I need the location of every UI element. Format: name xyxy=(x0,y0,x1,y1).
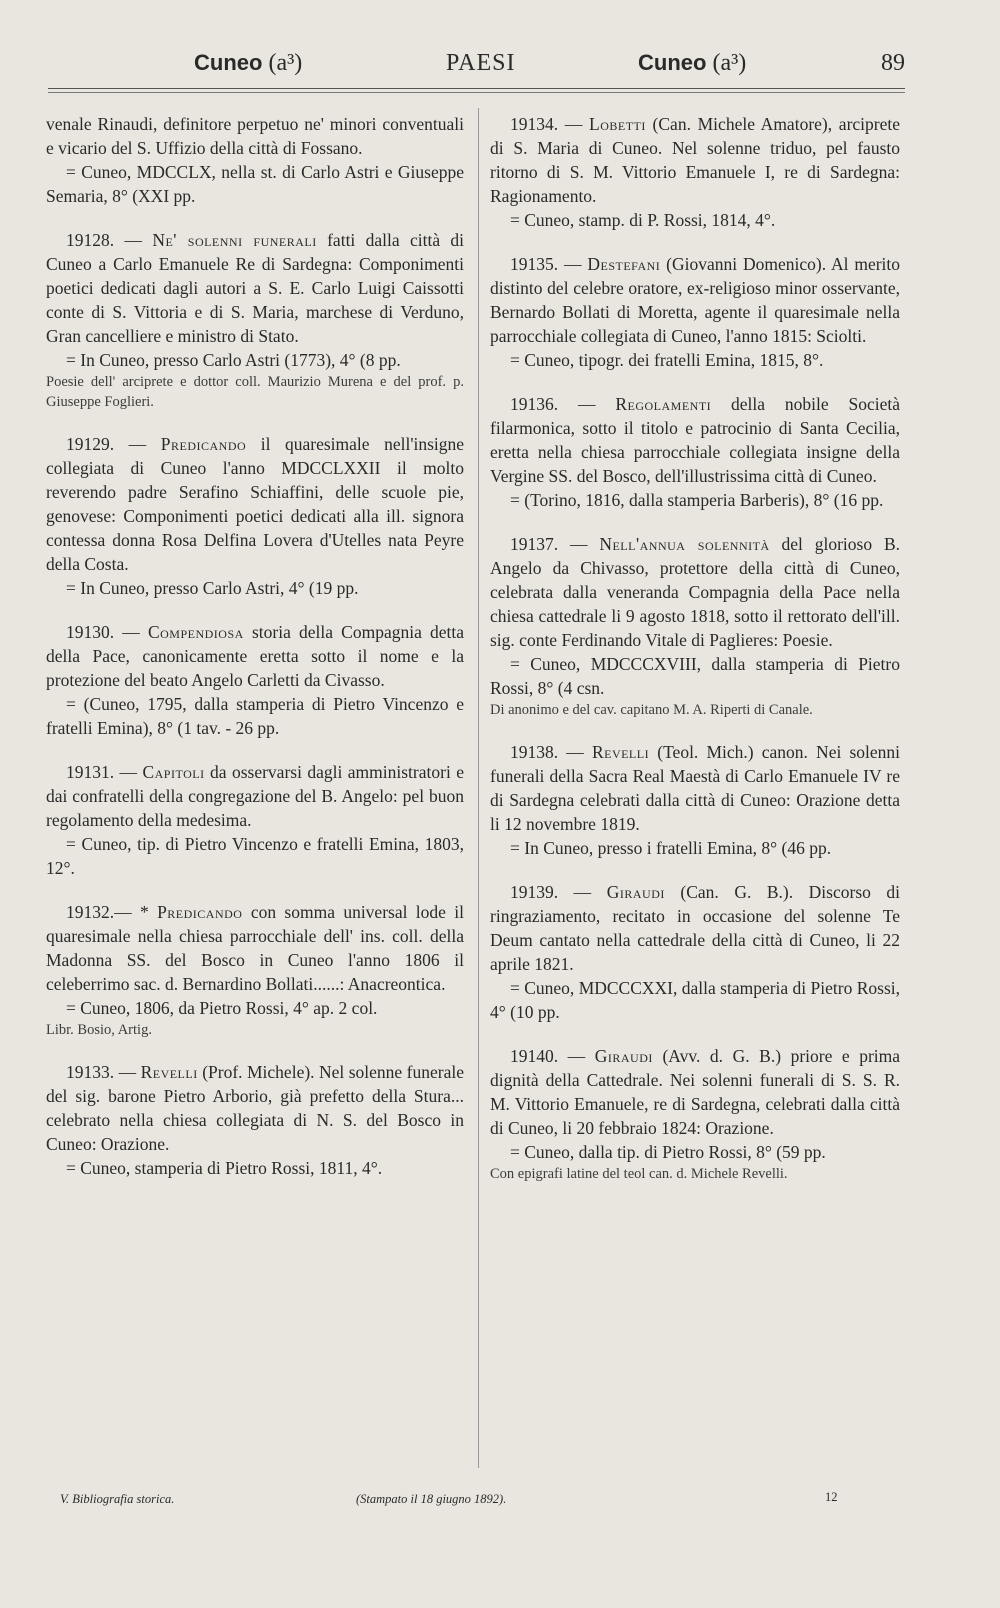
entry-heading: Giraudi xyxy=(606,882,665,902)
entry-heading: Capitoli xyxy=(142,762,205,782)
entry-heading: Nell'annua solennità xyxy=(599,534,770,554)
entry-number: 19128. — xyxy=(66,230,142,250)
bibliography-entry xyxy=(46,228,464,412)
header-rule-thin xyxy=(48,92,905,93)
bibliography-entry xyxy=(490,252,900,372)
column-divider xyxy=(478,108,479,1468)
footer-left: V. Bibliografia storica. xyxy=(60,1492,175,1506)
entry-text xyxy=(46,900,464,996)
page-number: 89 xyxy=(881,50,905,76)
bibliography-entry xyxy=(490,392,900,512)
entry-number: 19136. — xyxy=(510,394,596,414)
entry-imprint: = Cuneo, MDCCCXVIII, dalla stamperia di Pietro Rossi, 8° (4 csn. xyxy=(490,654,900,698)
entry-number: 19133. — xyxy=(66,1062,137,1082)
entry-description: fatti dalla città di Cuneo a Carlo Emanuele Re di Sardegna: Componimenti poetici dedicati dagli autori a S. E. Carlo Luigi Caissotti conte di S. Vittoria e di S. Maria, marchese di Verduno, Gran cancelliere e ministro di Stato. xyxy=(46,230,465,346)
entry-imprint: = Cuneo, tipogr. dei fratelli Emina, 1815, 8°. xyxy=(510,350,824,370)
entry-heading: Compendiosa xyxy=(147,622,244,642)
continued-imprint: = Cuneo, MDCCLX, nella st. di Carlo Astri e Giuseppe Semaria, 8° (XXI pp. xyxy=(46,162,464,206)
entry-number: 19139. — xyxy=(510,882,592,902)
entry-heading: Giraudi xyxy=(594,1046,653,1066)
entry-description: da osservarsi dagli amministratori e dai confratelli della congregazione del B. Angelo: pel buon regolamento della medesima. xyxy=(46,762,464,830)
entry-note: Poesie dell' arciprete e dottor coll. Maurizio Murena e del prof. p. Giuseppe Foglieri. xyxy=(46,374,464,410)
header-right: Cuneo (a³) xyxy=(638,50,747,76)
entry-note: Con epigrafi latine del teol can. d. Michele Revelli. xyxy=(490,1166,788,1182)
entry-imprint: = Cuneo, 1806, da Pietro Rossi, 4° ap. 2 col. xyxy=(66,998,378,1018)
entry-description: (Can. Michele Amatore), arciprete di S. Maria di Cuneo. Nel solenne triduo, pel fausto ritorno di S. M. Vittorio Emanuele I, re di Sardegna: Ragionamento. xyxy=(490,114,900,206)
entry-number: 19137. — xyxy=(510,534,588,554)
entry-number: 19131. — xyxy=(66,762,138,782)
entry-number: 19130. — xyxy=(66,622,140,642)
entry-text xyxy=(490,252,900,348)
entry-number: 19134. — xyxy=(510,114,583,134)
entry-text xyxy=(490,740,900,836)
entry-heading: Regolamenti xyxy=(615,394,712,414)
bibliography-entry xyxy=(490,1044,900,1184)
entry-heading: Revelli xyxy=(140,1062,198,1082)
entry-text xyxy=(46,760,464,832)
entry-text xyxy=(46,620,464,692)
entry-imprint: = Cuneo, tip. di Pietro Vincenzo e fratelli Emina, 1803, 12°. xyxy=(46,834,464,878)
entry-description: il quaresimale nell'insigne collegiata di Cuneo l'anno MDCCLXXII il molto reverendo padre Serafino Schiaffini, delle scuole pie, genovese: Componimenti poetici dedicati alla ill. signora contessa donna Rosa Delfina Lovera d'Utelles nata Peyre della Costa. xyxy=(46,434,465,574)
entry-number: 19132.— * xyxy=(66,902,149,922)
entry-heading: Predicando xyxy=(157,902,243,922)
entry-description: della nobile Società filarmonica, sotto il titolo e patrocinio di Santa Cecilia, eretta nella chiesa parrocchiale collegiata insigne della Vergine SS. del Bosco, dell'illustrissima città di Cuneo. xyxy=(490,394,901,486)
entry-text xyxy=(46,1060,464,1156)
entry-imprint: = Cuneo, stamperia di Pietro Rossi, 1811, 4°. xyxy=(66,1158,383,1178)
entry-imprint: = In Cuneo, presso i fratelli Emina, 8° (46 pp. xyxy=(510,838,832,858)
entry-number: 19138. — xyxy=(510,742,584,762)
left-column xyxy=(46,112,464,1200)
header-rule xyxy=(48,88,905,89)
bibliography-entry xyxy=(490,112,900,232)
entry-note: Libr. Bosio, Artig. xyxy=(46,1022,152,1038)
entry-heading: Ne' solenni funerali xyxy=(152,230,317,250)
continued-text: venale Rinaudi, definitore perpetuo ne' minori conventuali e vicario del S. Uffizio della città di Fossano. xyxy=(46,114,464,158)
entry-heading: Destefani xyxy=(587,254,661,274)
entry-heading: Revelli xyxy=(591,742,650,762)
entry-imprint: = Cuneo, stamp. di P. Rossi, 1814, 4°. xyxy=(510,210,776,230)
entry-text xyxy=(490,392,900,488)
entry-description: (Avv. d. G. B.) priore e prima dignità della Cattedrale. Nei solenni funerali di S. S. R. M. Vittorio Emanuele, re di Sardegna, celebrati dalla città di Cuneo, li 20 febbraio 1824: Orazione. xyxy=(490,1046,901,1138)
bibliography-entry xyxy=(490,880,900,1024)
entry-text xyxy=(46,228,464,348)
running-header xyxy=(48,46,905,86)
bibliography-entry xyxy=(490,740,900,860)
entry-number: 19129. — xyxy=(66,434,147,454)
entry-heading: Predicando xyxy=(160,434,247,454)
entry-text xyxy=(46,432,464,576)
entry-note: Di anonimo e del cav. capitano M. A. Riperti di Canale. xyxy=(490,702,813,718)
entry-number: 19140. — xyxy=(510,1046,586,1066)
bibliography-entry xyxy=(46,900,464,1040)
entry-text xyxy=(490,532,900,652)
entry-text xyxy=(490,1044,900,1140)
entry-imprint: = Cuneo, dalla tip. di Pietro Rossi, 8° (59 pp. xyxy=(510,1142,826,1162)
footer-center: (Stampato il 18 giugno 1892). xyxy=(356,1492,507,1506)
right-column xyxy=(490,112,900,1204)
continued-entry xyxy=(46,112,464,208)
footer-signature: 12 xyxy=(825,1490,838,1504)
bibliography-entry xyxy=(46,620,464,740)
entry-number: 19135. — xyxy=(510,254,582,274)
bibliography-entry xyxy=(46,432,464,600)
entry-description: storia della Compagnia detta della Pace, canonicamente eretta sotto il nome e la protezione del beato Angelo Carletti da Civasso. xyxy=(46,622,464,690)
entry-imprint: = Cuneo, MDCCCXXI, dalla stamperia di Pietro Rossi, 4° (10 pp. xyxy=(490,978,900,1022)
entry-heading: Lobetti xyxy=(589,114,646,134)
header-center: PAESI xyxy=(446,50,516,76)
entry-imprint: = (Cuneo, 1795, dalla stamperia di Pietro Vincenzo e fratelli Emina), 8° (1 tav. - 26 pp. xyxy=(46,694,464,738)
header-left: Cuneo (a³) xyxy=(194,50,303,76)
entry-description: (Giovanni Domenico). Al merito distinto del celebre oratore, ex-religioso minor osservante, Bernardo Bollati di Moretta, agente il quaresimale nella parrocchiale collegiata di Cuneo, l'anno 1815: Sciolti. xyxy=(490,254,901,346)
entry-description: (Teol. Mich.) canon. Nei solenni funerali della Sacra Real Maestà di Carlo Emanuele IV re di Sardegna celebrati dalla città di Cuneo: Orazione detta li 12 novembre 1819. xyxy=(490,742,901,834)
bibliography-entry xyxy=(46,760,464,880)
entry-description: del glorioso B. Angelo da Chivasso, protettore della città di Cuneo, celebrata dalla veneranda Compagnia della Pace nella chiesa cattedrale li 9 agosto 1818, sotto il rettorato dell'ill. sig. conte Ferdinando Vitale di Paglieres: Poesie. xyxy=(490,534,901,650)
entry-text xyxy=(490,880,900,976)
bibliography-entry xyxy=(490,532,900,720)
bibliography-entry xyxy=(46,1060,464,1180)
entry-description: con somma universal lode il quaresimale nella chiesa parrocchiale dell' ins. coll. della Madonna SS. del Bosco in Cuneo l'anno 1806 il celeberrimo sac. d. Bernardino Bollati......: Anacreontica. xyxy=(46,902,464,994)
entry-text xyxy=(490,112,900,208)
entry-description: (Can. G. B.). Discorso di ringraziamento, recitato in occasione del solenne Te Deum cantato nella cattedrale della città di Cuneo, li 22 aprile 1821. xyxy=(490,882,901,974)
entry-imprint: = In Cuneo, presso Carlo Astri, 4° (19 pp. xyxy=(66,578,359,598)
entry-description: (Prof. Michele). Nel solenne funerale del sig. barone Pietro Arborio, già prefetto della Stura... celebrato nella chiesa collegiata di N. S. del Bosco in Cuneo: Orazione. xyxy=(46,1062,464,1154)
entry-imprint: = In Cuneo, presso Carlo Astri (1773), 4° (8 pp. xyxy=(66,350,401,370)
entry-imprint: = (Torino, 1816, dalla stamperia Barberis), 8° (16 pp. xyxy=(510,490,884,510)
